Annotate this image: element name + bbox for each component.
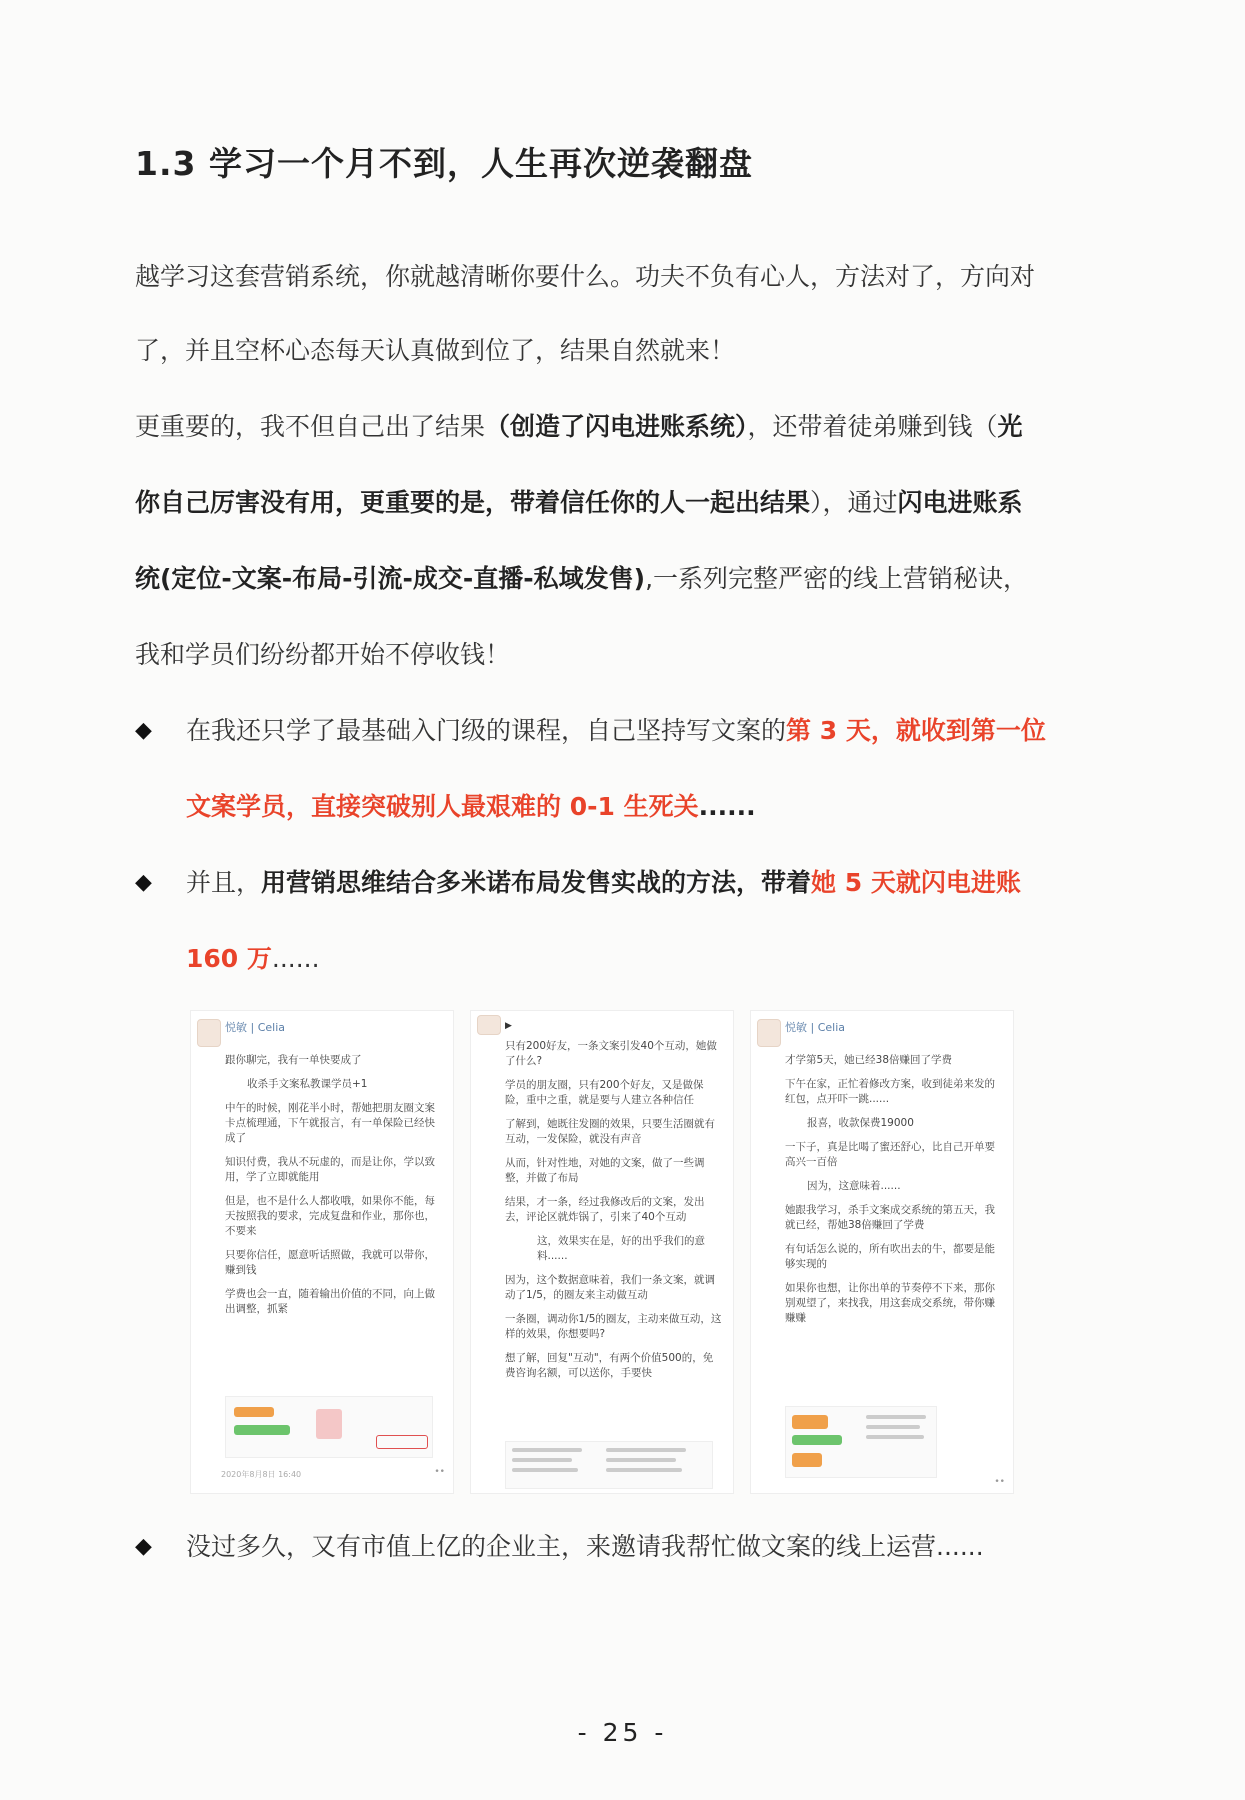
section-heading: 1.3 学习一个月不到，人生再次逆袭翻盘 (135, 144, 753, 183)
post-line: 只要你信任，愿意听话照做，我就可以带你，赚到钱 (225, 1249, 435, 1276)
thumbnail-redpacket (792, 1415, 828, 1429)
para2-bold: 你自己厉害没有用，更重要的是，带着信任你的人一起出结果 (135, 488, 811, 517)
para2-line3 (135, 562, 1028, 596)
thumbnail-line (606, 1468, 682, 1472)
bullet1-line1 (186, 714, 1046, 748)
bullet1-line2 (186, 790, 756, 824)
thumbnail-line (866, 1425, 920, 1429)
bullet-diamond-icon: ◆ (135, 718, 152, 743)
page-number: - 25 - (577, 1718, 668, 1747)
transfer-screenshot-thumbnail (785, 1406, 937, 1478)
post-line: 她跟我学习，杀手文案成交系统的第五天，我就已经，帮她38倍赚回了学费 (785, 1204, 995, 1231)
play-icon: ▶ (505, 1021, 512, 1031)
comment-screenshot-thumbnail (505, 1441, 713, 1489)
thumbnail-bubble (792, 1435, 842, 1445)
post-line: 学费也会一直，随着输出价值的不同，向上做出调整，抓紧 (225, 1288, 435, 1315)
post-line: 学员的朋友圈，只有200个好友，又是做保险，重中之重，就是要与人建立各种信任 (505, 1079, 704, 1106)
wechat-moments-screenshot-left (190, 1010, 454, 1494)
post-line: 了解到，她既往发圈的效果，只要生活圈就有互动，一发保险，就没有声音 (505, 1118, 715, 1145)
para2-line2 (135, 486, 1023, 520)
para2-line4: 我和学员们纷纷都开始不停收钱！ (135, 640, 511, 669)
bullet1-highlight: 文案学员，直接突破别人最艰难的 0-1 生死关 (186, 792, 699, 821)
poster-name: 悦敏 | Celia (225, 1021, 286, 1034)
thumbnail-line (512, 1468, 578, 1472)
wechat-moments-screenshot-right (750, 1010, 1014, 1494)
para1-line2: 了，并且空杯心态每天认真做到位了，结果自然就来！ (135, 336, 736, 365)
thumbnail-highlight-box (376, 1435, 428, 1449)
post-line: 只有200好友，一条文案引发40个互动，她做了什么? (505, 1040, 717, 1067)
para2-text: ,一系列完整严密的线上营销秘诀， (645, 564, 1029, 593)
para2-text: 更重要的，我不但自己出了结果 (135, 412, 486, 441)
post-line: 一下子，真是比喝了蜜还舒心，比自己开单要高兴一百倍 (785, 1141, 995, 1168)
post-line: 因为，这意味着...... (807, 1180, 901, 1192)
para2-line1 (135, 410, 1023, 444)
thumbnail-line (606, 1458, 676, 1462)
more-dots-icon: •• (434, 1467, 445, 1477)
more-dots-icon: •• (994, 1477, 1005, 1487)
bullet-diamond-icon: ◆ (135, 1534, 152, 1559)
post-line: 收杀手文案私教课学员+1 (247, 1078, 368, 1090)
post-line: 结果，才一条，经过我修改后的文案，发出去，评论区就炸锅了，引来了40个互动 (505, 1196, 705, 1223)
para2-bold: 闪电进账系 (897, 488, 1023, 517)
post-line: 跟你聊完，我有一单快要成了 (225, 1054, 362, 1066)
bullet2-ellipsis: ...... (271, 944, 320, 973)
post-line: 这，效果实在是，好的出乎我们的意料...... (537, 1235, 705, 1262)
bullet1-text: 在我还只学了最基础入门级的课程，自己坚持写文案的 (186, 716, 787, 745)
thumbnail-line (606, 1448, 686, 1452)
bullet1-ellipsis: ...... (698, 792, 756, 821)
post-line: 因为，这个数据意味着，我们一条文案，就调动了1/5，的圈友来主动做互动 (505, 1274, 715, 1301)
thumbnail-bubble (234, 1425, 290, 1435)
para2-text: ，还带着徒弟赚到钱（ (747, 412, 998, 441)
bullet-diamond-icon: ◆ (135, 870, 152, 895)
post-line: 报喜，收款保费19000 (807, 1117, 914, 1129)
bullet2-bold: 用营销思维结合多米诺布局发售实战的方法，带着 (261, 868, 812, 897)
bullet1-highlight: 第 3 天，就收到第一位 (786, 716, 1046, 745)
thumbnail-redpacket (792, 1453, 822, 1467)
bullet2-text: 并且， (186, 868, 262, 897)
thumbnail-figure (316, 1409, 342, 1439)
post-timestamp: 2020年8月8日 16:40 (221, 1470, 302, 1479)
bullet3-line: 没过多久，又有市值上亿的企业主，来邀请我帮忙做文案的线上运营...... (186, 1532, 984, 1561)
para2-text: ），通过 (810, 488, 898, 517)
wechat-moments-screenshot-middle (470, 1010, 734, 1494)
post-line: 知识付费，我从不玩虚的，而是让你，学以致用，学了立即就能用 (225, 1156, 435, 1183)
bullet2-line2 (186, 942, 320, 976)
thumbnail-line (512, 1458, 572, 1462)
thumbnail-line (866, 1435, 924, 1439)
para2-bold: 统(定位-文案-布局-引流-成交-直播-私域发售) (135, 564, 646, 593)
para2-bold: 光 (997, 412, 1023, 441)
post-line: 一条圈，调动你1/5的圈友，主动来做互动，这样的效果，你想要吗? (505, 1313, 722, 1340)
bullet2-line1 (186, 866, 1021, 900)
bullet2-highlight: 160 万 (186, 944, 272, 973)
post-line: 从而，针对性地，对她的文案，做了一些调整，并做了布局 (505, 1157, 705, 1184)
post-line: 才学第5天，她已经38倍赚回了学费 (785, 1054, 953, 1066)
bullet2-highlight: 她 5 天就闪电进账 (811, 868, 1021, 897)
avatar (197, 1019, 221, 1047)
para2-bold: （创造了闪电进账系统） (485, 412, 748, 441)
post-line: 有句话怎么说的，所有吹出去的牛，都要是能够实现的 (785, 1243, 995, 1270)
post-line: 下午在家，正忙着修改方案，收到徒弟来发的红包，点开吓一跳...... (785, 1078, 995, 1105)
post-line: 中午的时候，刚花半小时，帮她把朋友圈文案卡点梳理通，下午就报言，有一单保险已经快成了 (225, 1102, 435, 1144)
post-line: 但是，也不是什么人都收哦，如果你不能，每天按照我的要求，完成复盘和作业，那你也，不要来 (225, 1195, 435, 1237)
poster-name: 悦敏 | Celia (785, 1021, 846, 1034)
thumbnail-line (512, 1448, 582, 1452)
avatar (757, 1019, 781, 1047)
avatar (477, 1015, 501, 1035)
post-line: 如果你也想，让你出单的节奏停不下来，那你别观望了，来找我，用这套成交系统，带你赚赚赚 (785, 1282, 995, 1324)
post-line: 想了解，回复"互动"，有两个价值500的，免费咨询名额，可以送你，手要快 (505, 1352, 714, 1379)
thumbnail-line (866, 1415, 926, 1419)
thumbnail-bubble (234, 1407, 274, 1417)
chat-screenshot-thumbnail (225, 1396, 433, 1458)
para1-line1: 越学习这套营销系统，你就越清晰你要什么。功夫不负有心人，方法对了，方向对 (135, 262, 1036, 291)
